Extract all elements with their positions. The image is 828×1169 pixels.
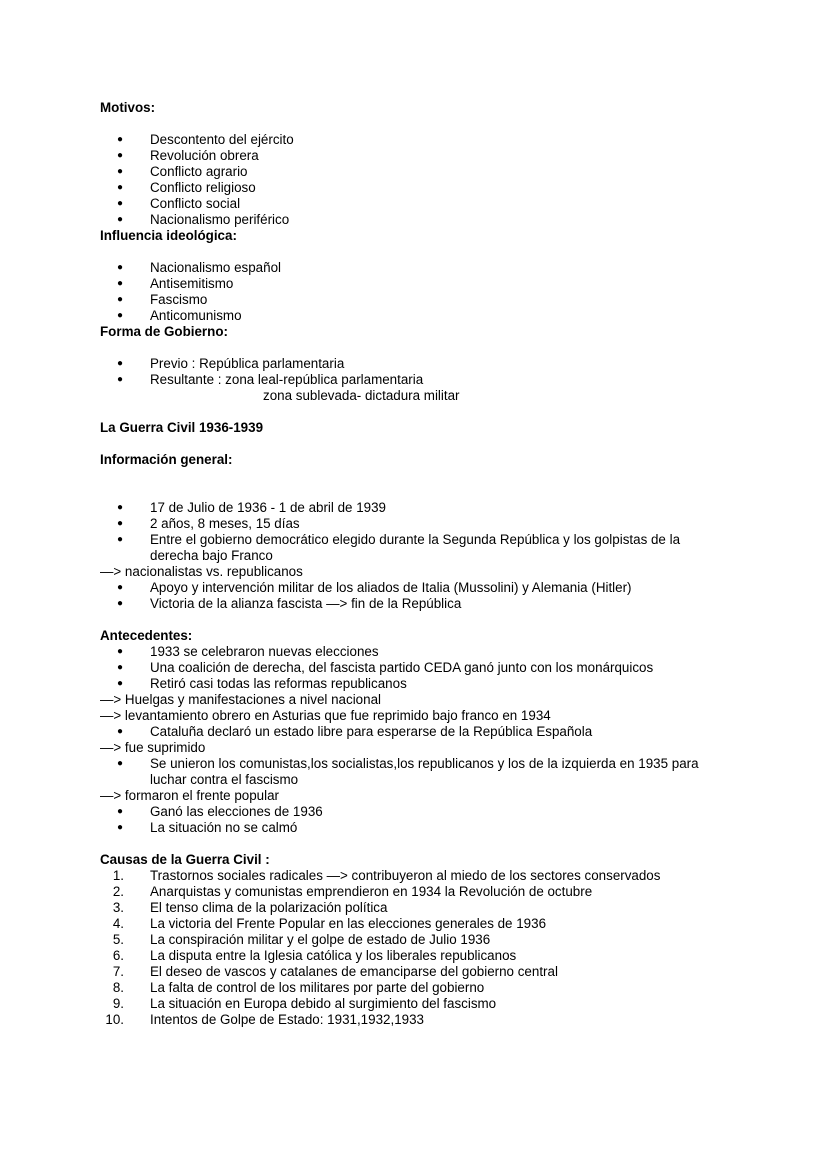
bullet-icon: ●: [117, 806, 124, 817]
bullet-icon: ●: [117, 502, 124, 513]
section-title: La Guerra Civil 1936-1939: [100, 420, 264, 435]
bullet-icon: ●: [117, 822, 124, 833]
bullet-icon: ●: [117, 214, 124, 225]
bullet-icon: ●: [117, 518, 124, 529]
bullet-icon: ●: [117, 726, 124, 737]
bullet-icon: ●: [117, 678, 124, 689]
arrow-note: —> levantamiento obrero en Asturias que fue reprimido bajo franco en 1934: [100, 708, 551, 723]
bullet-icon: ●: [117, 182, 124, 193]
bullet-icon: ●: [117, 278, 124, 289]
bullet-icon: ●: [117, 582, 124, 593]
bullet-icon: ●: [117, 598, 124, 609]
arrow-note: —> formaron el frente popular: [100, 788, 280, 803]
bullet-icon: ●: [117, 358, 124, 369]
bullet-icon: ●: [117, 534, 124, 545]
heading-forma-gobierno: Forma de Gobierno:: [100, 324, 228, 339]
bullet-icon: ●: [117, 134, 124, 145]
document-page: Motivos: ● Descontento del ejército ● Revolución obrera ● Conflicto agrario ● Conflicto religioso ● Conflicto social ● Nacionalismo periférico Influencia ideológica: ● Nacionalismo español ● Antisemitismo ● Fascismo ● Anticomunismo Forma de Gobierno: ● Previo : República parlamentaria ● Resultante : zona leal-república parlamentaria zona sublevada- dictadura militar La Guerra Civil 1936-1939 Información general: ● 17 de Julio de 1936 - 1 de abril de 1939 ● 2 años, 8 meses, 15 días ● Entre el gobierno democrático elegido durante la Segunda República y los golpistas de la derecha bajo Franco —> nacionalistas vs. republicanos ● Apoyo y intervención militar de los aliados de Italia (Mussolini) y Alemania (Hitler) ● Victoria de la alianza fascista —> fin de la República Antecedentes: ● 1933 se celebraron nuevas elecciones ● Una coalición de derecha, del fascista partido CEDA ganó junto con los monárquicos ● Retiró casi todas las reformas republicanos —> Huelgas y manifestaciones a nivel nacional —> levantamiento obrero en Asturias que fue reprimido bajo franco en 1934 ● Cataluña declaró un estado libre para esperarse de la República Española —> fue suprimido ● Se unieron los comunistas,los socialistas,los republicanos y los de la izquierda en 1935 para luchar contra el fascismo —> formaron el frente popular ● Ganó las elecciones de 1936 ● La situación no se calmó Causas de la Guerra Civil : 1. Trastornos sociales radicales —> contribuyeron al miedo de los sectores conservados 2. Anarquistas y comunistas emprendieron en 1934 la Revolución de octubre 3. El tenso clima de la polarización política 4. La victoria del Frente Popular en las elecciones generales de 1936 5. La conspiración militar y el golpe de estado de Julio 1936 6. La disputa entre la Iglesia católica y los liberales republicanos 7. El deseo de vascos y catalanes de emanciparse del gobierno central 8. La falta de control de los militares por parte del gobierno 9. La situación en Europa debido al surgimiento del fascismo 10. Intentos de Golpe de Estado: 1931,1932,1933: [100, 100, 699, 1027]
heading-motivos: Motivos:: [100, 100, 156, 115]
bullet-icon: ●: [117, 662, 124, 673]
heading-antecedentes: Antecedentes:: [100, 628, 193, 643]
heading-influencia: Influencia ideológica:: [100, 228, 237, 243]
list-item-continuation: luchar contra el fascismo: [150, 772, 299, 787]
bullet-icon: ●: [117, 310, 124, 321]
arrow-note: —> Huelgas y manifestaciones a nivel nacional: [100, 692, 381, 707]
list-item-continuation: derecha bajo Franco: [150, 548, 273, 563]
arrow-note: —> fue suprimido: [100, 740, 206, 755]
bullet-icon: ●: [117, 262, 124, 273]
bullet-icon: ●: [117, 646, 124, 657]
arrow-note: —> nacionalistas vs. republicanos: [100, 564, 303, 579]
bullet-icon: ●: [117, 374, 124, 385]
bullet-icon: ●: [117, 166, 124, 177]
bullet-icon: ●: [117, 150, 124, 161]
bullet-icon: ●: [117, 294, 124, 305]
bullet-icon: ●: [117, 758, 124, 769]
heading-informacion-general: Información general:: [100, 452, 233, 467]
heading-causas: Causas de la Guerra Civil :: [100, 852, 270, 867]
list-item-continuation: zona sublevada- dictadura militar: [263, 388, 460, 403]
bullet-icon: ●: [117, 198, 124, 209]
